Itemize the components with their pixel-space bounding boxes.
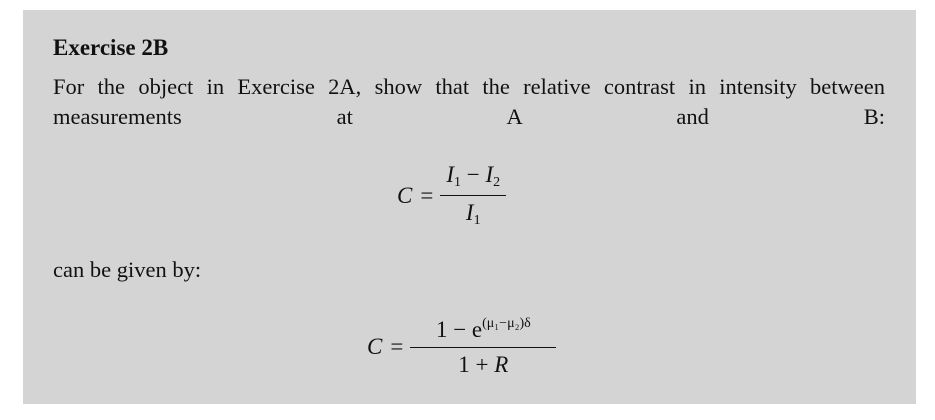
numerator-term1-subscript: 1 [454, 175, 461, 190]
contrast-result-equation [367, 316, 553, 378]
equation-1-fraction [443, 162, 503, 229]
exercise-title: Exercise 2B [53, 35, 169, 60]
contrast-definition-equation [397, 162, 503, 229]
exercise-box [23, 10, 916, 404]
equation-2-equals: = [390, 334, 404, 359]
equation-1-numerator [443, 162, 503, 195]
equation-2-denominator [410, 347, 556, 378]
equation-1-lhs: C [397, 182, 413, 208]
denominator-symbol-r: R [494, 352, 509, 377]
numerator-minus-operator: − [466, 162, 480, 187]
equation-2-lhs: C [367, 334, 383, 359]
numerator-term1-symbol: I [446, 162, 454, 187]
exercise-followup-text: can be given by: [53, 257, 202, 282]
equation-1-equals: = [420, 182, 434, 208]
equation-1-denominator [440, 195, 506, 229]
denominator-symbol: I [465, 200, 474, 225]
equation-2-numerator [436, 316, 531, 347]
exercise-intro-text: For the object in Exercise 2A, show that the relative contrast in intensity between measurements at A and B: [53, 74, 885, 129]
denominator-lead: 1 + [458, 352, 495, 377]
equation-2-fraction [413, 316, 553, 378]
numerator-lead: 1 − e [435, 317, 483, 342]
denominator-subscript: 1 [473, 213, 481, 228]
numerator-exponent: (μ₁−μ₂)δ [482, 316, 531, 331]
numerator-term2-subscript: 2 [493, 175, 501, 190]
numerator-term2-symbol: I [485, 162, 494, 187]
